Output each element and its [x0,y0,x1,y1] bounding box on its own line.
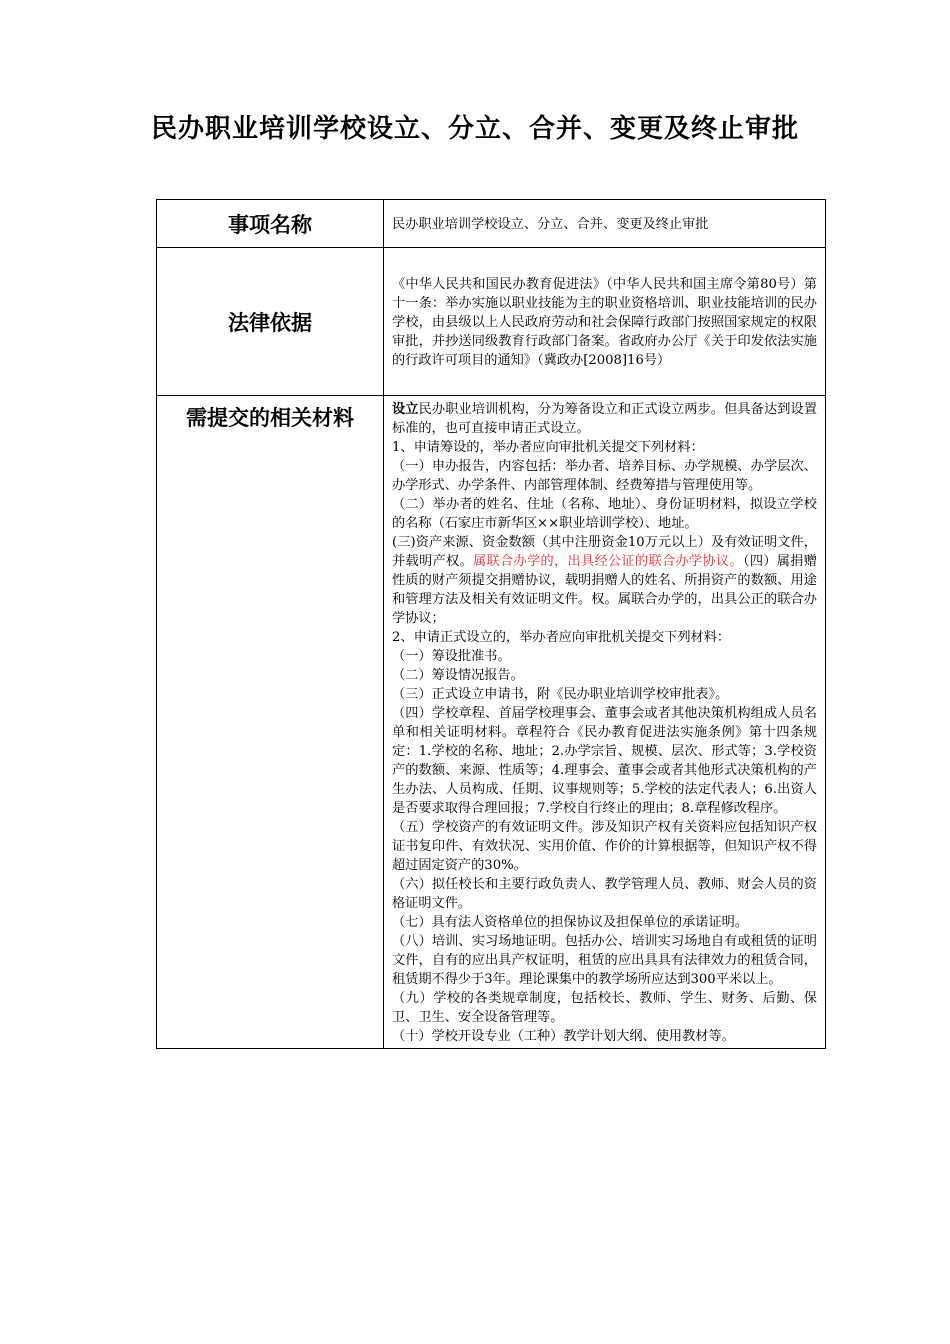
materials-intro [392,400,817,438]
approval-table [156,199,826,1049]
materials-paragraph: （六）拟任校长和主要行政负责人、教学管理人员、教师、财会人员的资格证明文件。 [392,877,817,911]
materials-intro-bold: 设立 [392,402,419,417]
materials-paragraph: 1、申请筹设的，举办者应向审批机关提交下列材料： [392,440,704,455]
materials-paragraph: （二）筹设情况报告。 [392,668,524,683]
materials-paragraph-assets [392,533,817,628]
materials-paragraph: （三）正式设立申请书，附《民办职业培训学校审批表》。 [392,687,729,702]
materials-paragraph: （十）学校开设专业（工种）教学计划大纲、使用教材等。 [392,1029,735,1044]
materials-paragraph: （一）筹设批准书。 [392,649,511,664]
materials-paragraph: （一）申办报告，内容包括：举办者、培养目标、办学规模、办学层次、办学形式、办学条件、内部管理体制、经费筹措与管理使用等。 [392,459,817,493]
materials-paragraph: （二）举办者的姓名、住址（名称、地址）、身份证明材料，拟设立学校的名称（石家庄市新华区××职业培训学校）、地址。 [392,497,817,531]
materials-paragraph: （九）学校的各类规章制度，包括校长、教师、学生、财务、后勤、保卫、卫生、安全设备管理等。 [392,991,817,1025]
materials-paragraph: （五）学校资产的有效证明文件。涉及知识产权有关资料应包括知识产权证书复印件、有效状况、实用价值、作价的计算根据等，但知识产权不得超过固定资产的30%。 [392,820,817,873]
legal-basis-value: 《中华人民共和国民办教育促进法》（中华人民共和国主席令第80号）第十一条：举办实施以职业技能为主的职业资格培训、职业技能培训的民办学校，由县级以上人民政府劳动和社会保障行政部门按照国家规定的权限审批，并抄送同级教育行政部门备案。省政府办公厅《关于印发依法实施的行政许可项目的通知》（冀政办[2008]16号） [384,248,826,396]
materials-intro-text: 民办职业培训机构，分为筹备设立和正式设立两步。但具备达到设置标准的，也可直接申请正式设立。 [392,402,818,436]
table-row-legal-basis [157,248,826,396]
materials-paragraph: （四）学校章程、首届学校理事会、董事会或者其他决策机构组成人员名单和相关证明材料。章程符合《民办教育促进法实施条例》第十四条规定：1.学校的名称、地址；2.办学宗旨、规模、层次、形式等；3.学校资产的数额、来源、性质等；4.理事会、董事会或者其他形式决策机构的产生办法、人员构成、任期、议事规则等；5.学校的法定代表人；6.出资人是否要求取得合理回报；7.学校自行终止的理由；8.章程修改程序。 [392,706,817,816]
materials-paragraph: 2、申请正式设立的，举办者应向审批机关提交下列材料： [392,630,731,645]
materials-assets-text: (三)资产来源、资金数额（其中注册资金10万元以上）及有效证明文件，并载明产权。 [392,535,817,569]
materials-highlight-red: 属联合办学的，出具经公证的联合办学协议。 [472,554,743,569]
item-name-label: 事项名称 [157,200,384,248]
materials-paragraph: （八）培训、实习场地证明。包括办公、培训实习场地自有或租赁的证明文件，自有的应出具产权证明，租赁的应出具具有法律效力的租赁合同，租赁期不得少于3年。理论课集中的教学场所应达到300平米以上。 [392,934,817,987]
page-title: 民办职业培训学校设立、分立、合并、变更及终止审批 [150,114,799,144]
materials-label: 需提交的相关材料 [157,396,384,1049]
materials-donation-text: （四）属捐赠性质的财产须提交捐赠协议，载明捐赠人的姓名、所捐资产的数额、用途和管理方法及相关有效证明文件。权。属联合办学的，出具公正的联合办学协议； [392,554,817,626]
table-row-item-name [157,200,826,248]
materials-content [384,396,826,1049]
materials-paragraph: （七）具有法人资格单位的担保协议及担保单位的承诺证明。 [392,915,749,930]
legal-basis-label: 法律依据 [157,248,384,396]
item-name-value: 民办职业培训学校设立、分立、合并、变更及终止审批 [384,200,826,248]
table-row-materials [157,396,826,1049]
